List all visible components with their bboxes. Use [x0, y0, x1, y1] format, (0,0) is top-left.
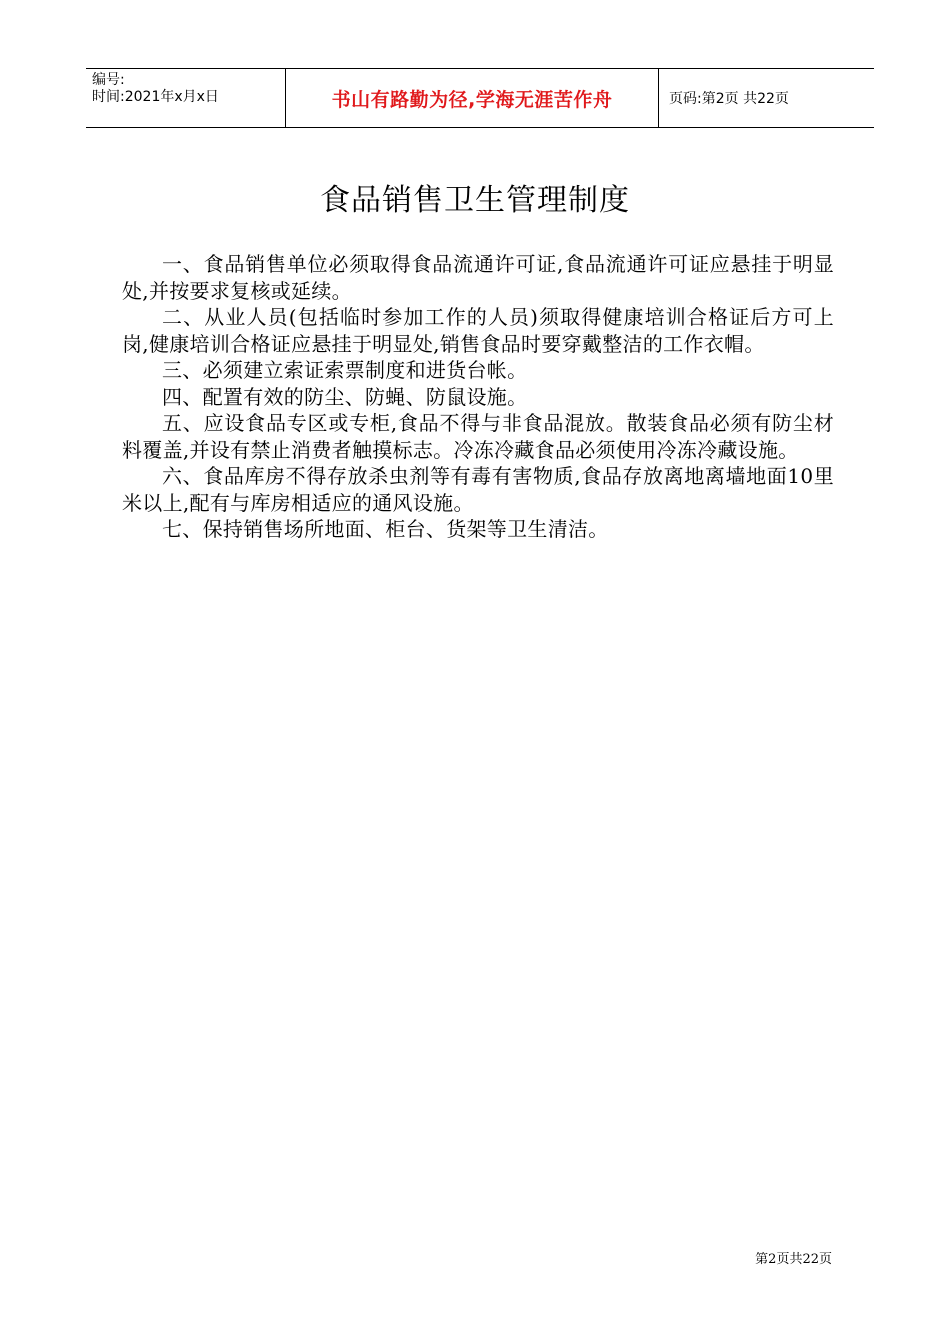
header-meta	[86, 69, 286, 127]
header-page-label: 页码:第2页 共22页	[669, 91, 789, 107]
document-title: 食品销售卫生管理制度	[320, 183, 630, 218]
paragraph: 一、食品销售单位必须取得食品流通许可证,食品流通许可证应悬挂于明显处,并按要求复核或延续。	[122, 252, 834, 303]
paragraph: 六、食品库房不得存放杀虫剂等有毒有害物质,食品存放离地离墙地面10里米以上,配有与库房相适应的通风设施。	[122, 464, 834, 515]
page-footer: 第2页共22页	[755, 1252, 832, 1267]
paragraph: 三、必须建立索证索票制度和进货台帐。	[162, 358, 528, 382]
time-label: 时间:2021年x月x日	[92, 89, 219, 105]
paragraph: 四、配置有效的防尘、防蝇、防鼠设施。	[162, 384, 528, 409]
paragraph: 五、应设食品专区或专柜,食品不得与非食品混放。散装食品必须有防尘材料覆盖,并设有禁止消费者触摸标志。冷冻冷藏食品必须使用冷冻冷藏设施。	[122, 411, 834, 462]
paragraph: 七、保持销售场所地面、柜台、货架等卫生清洁。	[162, 517, 609, 541]
number-label: 编号:	[92, 72, 125, 88]
paragraph: 二、从业人员(包括临时参加工作的人员)须取得健康培训合格证后方可上岗,健康培训合格证应悬挂于明显处,销售食品时要穿戴整洁的工作衣帽。	[122, 305, 834, 356]
document-body	[122, 251, 834, 543]
header-motto: 书山有路勤为径,学海无涯苦作舟	[285, 69, 659, 127]
page-header	[86, 68, 874, 128]
